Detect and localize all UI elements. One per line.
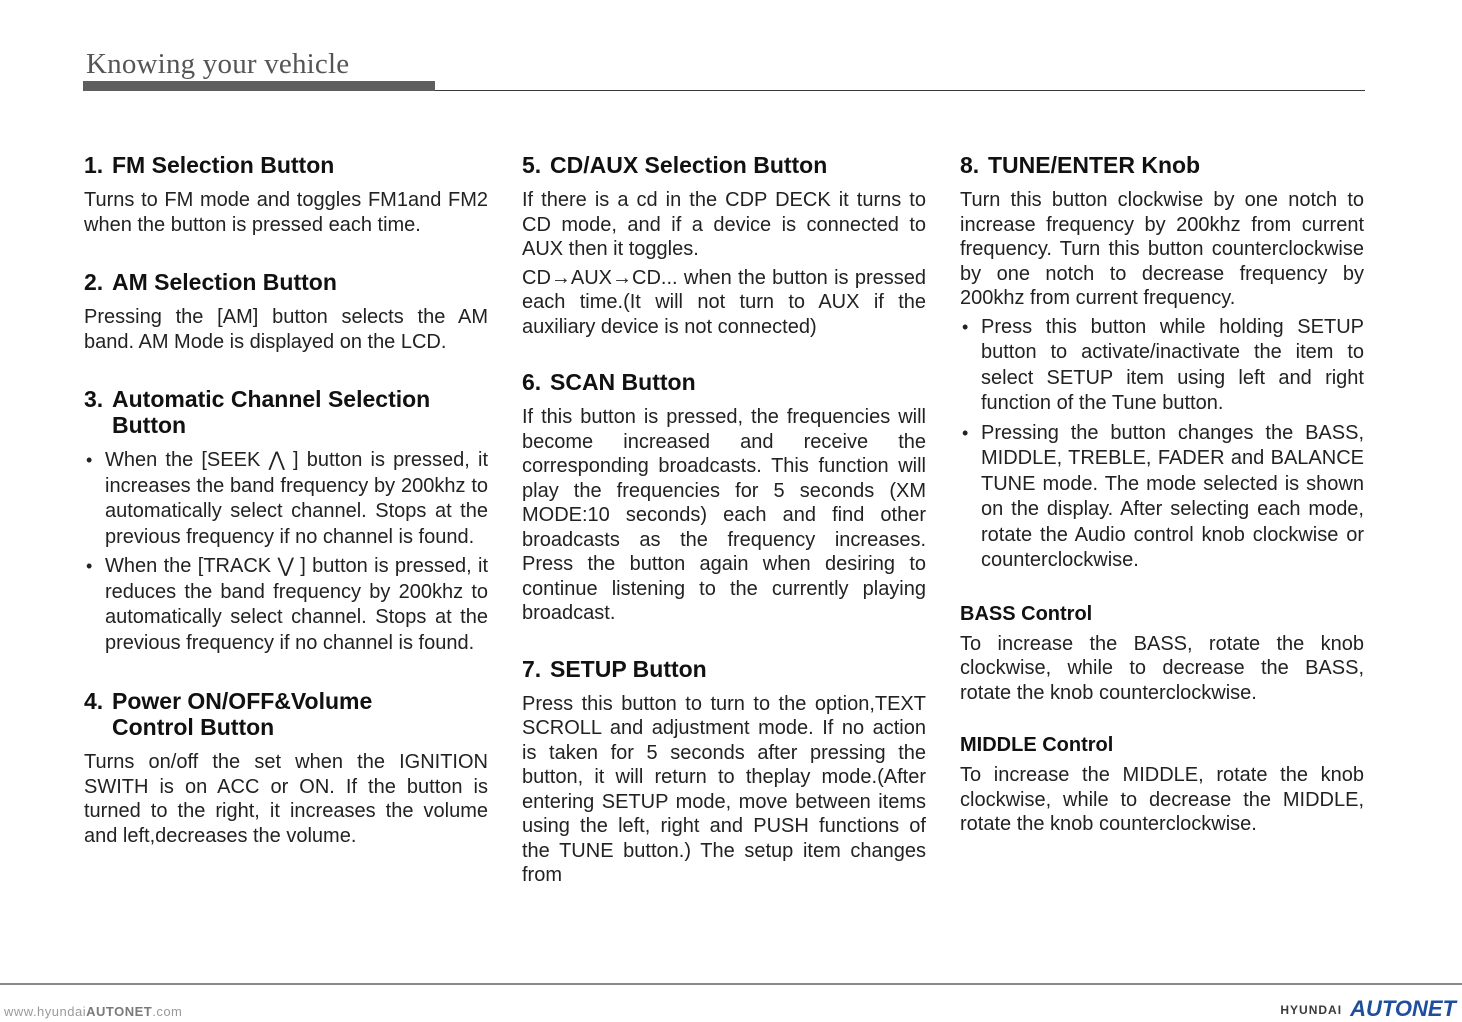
section-title: AM Selection Button [112, 269, 337, 295]
section-heading [522, 656, 926, 682]
section-setup-button [522, 656, 926, 888]
section-automatic-channel-selection [84, 386, 488, 656]
subsection-title: BASS Control [960, 602, 1093, 625]
section-fm-selection [84, 152, 488, 237]
section-heading [84, 269, 488, 295]
list-item: • Press this button while holding SETUP button to activate/inactivate the item to select SETUP item using left and right function of the Tune button. [960, 315, 1364, 417]
bullet-list [84, 448, 488, 656]
footer-website [4, 1004, 182, 1019]
section-number: 1. [84, 152, 104, 178]
footer-logo-text: AUTONET [1350, 996, 1456, 1021]
section-paragraph: Turn this button clockwise by one notch to increase frequency by 200khz from current frequency. Turn this button counterclockwise by one notch to decrease frequency by 200khz from current frequency. [960, 189, 1364, 309]
bullet-list [960, 315, 1364, 574]
section-title: FM Selection Button [112, 152, 335, 178]
section-number: 5. [522, 152, 542, 178]
subsection-middle-control [960, 733, 1364, 837]
section-paragraph: Pressing the [AM] button selects the AM band. AM Mode is displayed on the LCD. [84, 306, 488, 353]
section-number: 3. [84, 386, 104, 412]
section-paragraph: If this button is pressed, the frequencies will become increased and receive the corresponding broadcasts. This function will play the frequencies for 5 seconds (XM MODE:10 seconds) each and find other broadcasts as the frequency increases. Press the button again when desiring to continue listening to the currently playing broadcast. [522, 406, 926, 624]
section-heading [960, 152, 1364, 178]
section-cd-aux-selection [522, 152, 926, 339]
section-number: 2. [84, 269, 104, 295]
footer-brand-text: HYUNDAI [1280, 1003, 1343, 1018]
footer-website-suffix: .com [152, 1004, 183, 1019]
section-title: SCAN Button [550, 369, 696, 395]
section-number: 7. [522, 655, 542, 682]
section-number: 6. [522, 369, 542, 395]
subsection-title: MIDDLE Control [960, 734, 1114, 756]
section-title: SETUP Button [550, 655, 707, 682]
section-title: Power ON/OFF&Volume [112, 688, 373, 714]
section-title-line2: Control Button [112, 714, 275, 740]
subsection-paragraph: To increase the MIDDLE, rotate the knob clockwise, while to decrease the MIDDLE, rotate the knob counterclockwise. [960, 764, 1364, 835]
section-scan-button [522, 369, 926, 626]
section-paragraph: If there is a cd in the CDP DECK it turns to CD mode, and if a device is connected to AUX then it toggles. [522, 189, 926, 260]
section-am-selection [84, 269, 488, 354]
section-tune-enter-knob [960, 152, 1364, 574]
section-title-line2: Button [112, 412, 187, 438]
list-item: • When the [SEEK ⋀ ] button is pressed, it increases the band frequency by 200khz to automatically select channel. Stops at the previous frequency if no channel is found. [84, 448, 488, 550]
footer-logo [1280, 996, 1456, 1022]
footer-website-brand: AUTONET [86, 1004, 153, 1019]
column-3 [960, 152, 1364, 865]
section-title: CD/AUX Selection Button [550, 152, 828, 178]
footer-rule [0, 983, 1462, 985]
section-number: 8. [960, 152, 980, 178]
section-power-volume [84, 688, 488, 848]
section-heading [522, 369, 926, 395]
section-title: Automatic Channel Selection [112, 386, 431, 412]
subsection-bass-control [960, 602, 1364, 706]
section-paragraph: Turns to FM mode and toggles FM1and FM2 when the button is pressed each time. [84, 189, 488, 236]
subsection-paragraph: To increase the BASS, rotate the knob clockwise, while to decrease the BASS, rotate the knob counterclockwise. [960, 632, 1364, 704]
list-item: • Pressing the button changes the BASS, MIDDLE, TREBLE, FADER and BALANCE TUNE mode. The mode selected is shown on the display. After selecting each mode, rotate the Audio control knob clockwise or counterclockwise. [960, 421, 1364, 574]
section-heading [84, 688, 488, 740]
header-rule-thin [435, 90, 1365, 91]
footer-website-prefix: www.hyundai [4, 1004, 87, 1019]
section-heading [522, 152, 926, 178]
header-rule-thick [83, 81, 435, 91]
column-1 [84, 152, 488, 880]
section-number: 4. [84, 688, 104, 714]
page-title: Knowing your vehicle [86, 48, 350, 80]
list-item: • When the [TRACK ⋁ ] button is pressed, it reduces the band frequency by 200khz to automatically select channel. Stops at the previous frequency if no channel is found. [84, 554, 488, 656]
section-paragraph: CD→AUX→CD... when the button is pressed each time.(It will not turn to AUX if the auxiliary device is not connected) [522, 266, 926, 338]
section-paragraph: Turns on/off the set when the IGNITION SWITH is on ACC or ON. If the button is turned to the right, it increases the volume and left,decreases the volume. [84, 751, 488, 847]
section-paragraph: Press this button to turn to the option,TEXT SCROLL and adjustment mode. If no action is taken for 5 seconds after pressing the button, it will return to theplay mode.(After entering SETUP mode, move between items using the left, right and PUSH functions of the TUNE button.) The setup item changes from [522, 692, 926, 886]
column-2 [522, 152, 926, 918]
section-heading [84, 386, 488, 438]
section-heading [84, 152, 488, 178]
section-title: TUNE/ENTER Knob [988, 152, 1201, 178]
